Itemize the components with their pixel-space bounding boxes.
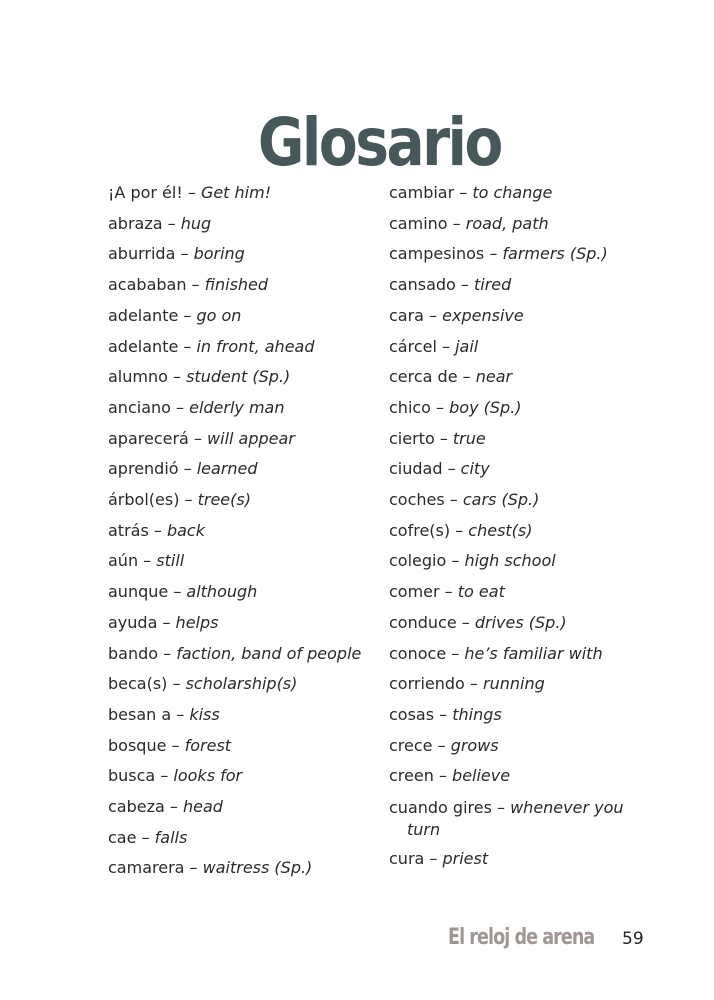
glossary-definition: falls [154, 827, 188, 847]
glossary-definition: true [452, 428, 486, 448]
glossary-definition: boy (Sp.) [449, 397, 522, 417]
glossary-term: abraza [108, 213, 163, 233]
glossary-definition: priest [442, 849, 489, 869]
glossary-separator: – [456, 612, 475, 632]
glossary-definition: boring [193, 244, 245, 264]
glossary-entry [108, 393, 378, 424]
glossary-separator: – [148, 520, 167, 540]
glossary-entry [108, 424, 378, 455]
glossary-separator: – [162, 213, 181, 233]
glossary-term: anciano [108, 397, 171, 417]
glossary-definition: still [156, 551, 185, 571]
glossary-term: bando [108, 643, 159, 663]
glossary-separator: – [447, 213, 466, 233]
glossary-term: aparecerá [108, 428, 189, 448]
glossary-separator: – [167, 367, 187, 387]
glossary-separator: – [178, 459, 197, 479]
glossary-separator: – [157, 612, 176, 632]
glossary-term: comer [389, 582, 440, 602]
glossary-entry [389, 424, 634, 455]
glossary-definition: although [186, 582, 258, 602]
glossary-term: cara [389, 305, 424, 325]
glossary-entry [108, 639, 378, 670]
glossary-separator: – [446, 551, 465, 571]
glossary-separator: – [136, 827, 155, 847]
glossary-term: camino [389, 213, 448, 233]
glossary-separator: – [454, 183, 473, 202]
glossary-entry [108, 516, 378, 547]
glossary-term: cura [389, 849, 425, 869]
glossary-separator: – [184, 858, 203, 878]
glossary-term: ciudad [389, 459, 443, 479]
glossary-definition: scholarship(s) [185, 674, 298, 694]
glossary-separator: – [430, 397, 450, 417]
glossary-definition: things [452, 704, 502, 724]
glossary-definition: faction, band of people [176, 643, 362, 663]
glossary-separator: – [175, 244, 194, 264]
glossary-term: cansado [389, 275, 456, 295]
glossary-term: atrás [108, 520, 149, 540]
glossary-separator: – [186, 275, 205, 295]
glossary-definition: go on [196, 305, 242, 325]
glossary-separator: – [179, 490, 198, 510]
glossary-term: corriendo [389, 674, 465, 694]
glossary-term: aún [108, 551, 139, 571]
glossary-definition: farmers (Sp.) [502, 244, 608, 264]
glossary-separator: – [423, 305, 443, 325]
glossary-entry [389, 239, 634, 270]
glossary-term: aunque [108, 582, 169, 602]
glossary-term: chico [389, 397, 431, 417]
glossary-definition: cars (Sp.) [462, 490, 540, 510]
glossary-definition: student (Sp.) [186, 367, 291, 387]
glossary-definition: will appear [207, 428, 295, 448]
glossary-definition: believe [452, 766, 511, 786]
glossary-definition: drives (Sp.) [474, 612, 567, 632]
glossary-term: cabeza [108, 797, 165, 817]
glossary-separator: – [178, 305, 197, 325]
glossary-separator: – [455, 275, 474, 295]
glossary-separator: – [164, 797, 183, 817]
glossary-definition: running [483, 674, 545, 694]
glossary-definition: helps [175, 612, 219, 632]
glossary-separator: – [188, 428, 208, 448]
glossary-separator: – [138, 551, 157, 571]
glossary-entry [389, 639, 634, 670]
glossary-term: conoce [389, 643, 447, 663]
glossary-separator: – [439, 582, 458, 602]
glossary-entry [389, 362, 634, 393]
glossary-entry [389, 209, 634, 240]
glossary-separator: – [433, 766, 453, 786]
glossary-column-right [389, 178, 634, 875]
glossary-definition: tired [474, 275, 512, 295]
glossary-entry [108, 823, 378, 854]
glossary-separator: – [491, 798, 511, 818]
glossary-entry [108, 301, 378, 332]
glossary-entry [108, 731, 378, 762]
glossary-column-left [108, 178, 378, 884]
glossary-definition: to eat [457, 582, 505, 602]
glossary-term: cierto [389, 428, 435, 448]
glossary-definition: elderly man [189, 397, 285, 417]
glossary-entry [389, 761, 634, 792]
glossary-separator: – [464, 674, 484, 694]
glossary-definition: road, path [465, 213, 549, 233]
glossary-entry [108, 608, 378, 639]
glossary-separator: – [484, 244, 503, 264]
glossary-separator: – [446, 643, 465, 663]
glossary-entry [389, 332, 634, 363]
glossary-term: adelante [108, 336, 179, 356]
glossary-entry [108, 761, 378, 792]
glossary-entry [108, 178, 378, 209]
glossary-separator: – [167, 674, 186, 694]
glossary-separator: – [434, 428, 453, 448]
glossary-term: alumno [108, 367, 168, 387]
glossary-entry [389, 454, 634, 485]
glossary-definition: in front, ahead [196, 336, 315, 356]
glossary-term: cosas [389, 704, 435, 724]
glossary-entry [389, 577, 634, 608]
glossary-definition: waitress (Sp.) [202, 858, 313, 878]
glossary-definition: to change [472, 183, 553, 202]
glossary-entry [389, 700, 634, 731]
glossary-definition: learned [196, 459, 258, 479]
glossary-definition: tree(s) [197, 490, 251, 510]
glossary-term: busca [108, 766, 156, 786]
glossary-separator: – [155, 766, 174, 786]
glossary-separator: – [434, 704, 453, 724]
glossary-entry [389, 516, 634, 547]
glossary-term: colegio [389, 551, 447, 571]
glossary-term: ¡A por él! [108, 183, 183, 202]
glossary-term: beca(s) [108, 674, 168, 694]
glossary-entry [108, 209, 378, 240]
glossary-entry [389, 844, 634, 875]
glossary-definition: finished [204, 275, 269, 295]
glossary-entry [389, 270, 634, 301]
glossary-term: cambiar [389, 183, 455, 202]
footer-book-title: El reloj de arena [448, 925, 595, 950]
glossary-entry [108, 792, 378, 823]
glossary-term: crece [389, 735, 433, 755]
glossary-separator: – [171, 704, 190, 724]
glossary-term: besan a [108, 704, 172, 724]
glossary-term: camarera [108, 858, 185, 878]
glossary-definition: he’s familiar with [464, 643, 603, 663]
glossary-separator: – [432, 735, 451, 755]
glossary-definition: back [166, 520, 205, 540]
glossary-entry [108, 454, 378, 485]
glossary-entry [108, 577, 378, 608]
glossary-separator: – [158, 643, 177, 663]
glossary-term: bosque [108, 735, 167, 755]
glossary-definition: expensive [442, 305, 524, 325]
glossary-term: cuando gires [389, 798, 492, 818]
glossary-definition: looks for [173, 766, 243, 786]
glossary-entry [389, 669, 634, 700]
glossary-term: campesinos [389, 244, 485, 264]
glossary-entry [108, 700, 378, 731]
glossary-separator: – [444, 490, 463, 510]
glossary-definition: whenever you turn [407, 798, 624, 840]
glossary-definition: near [475, 367, 513, 387]
glossary-term: creen [389, 766, 434, 786]
glossary-separator: – [166, 735, 185, 755]
glossary-separator: – [168, 582, 187, 602]
glossary-separator: – [178, 336, 197, 356]
glossary-separator: – [424, 849, 443, 869]
glossary-definition: hug [180, 213, 212, 233]
glossary-entry [389, 731, 634, 762]
page-title: Glosario [257, 104, 501, 182]
glossary-entry [108, 362, 378, 393]
glossary-separator: – [170, 397, 190, 417]
glossary-entry [389, 178, 634, 209]
glossary-definition: grows [450, 735, 499, 755]
glossary-entry [108, 853, 378, 884]
glossary-entry [389, 546, 634, 577]
glossary-term: árbol(es) [108, 490, 180, 510]
glossary-term: aburrida [108, 244, 176, 264]
glossary-separator: – [450, 520, 469, 540]
glossary-term: conduce [389, 612, 457, 632]
glossary-definition: high school [464, 551, 556, 571]
page-number: 59 [622, 929, 644, 949]
glossary-term: adelante [108, 305, 179, 325]
glossary-entry [389, 393, 634, 424]
glossary-definition: city [460, 459, 490, 479]
glossary-separator: – [457, 367, 476, 387]
glossary-definition: head [182, 797, 223, 817]
glossary-term: acababan [108, 275, 187, 295]
glossary-definition: kiss [189, 704, 220, 724]
glossary-term: cárcel [389, 336, 437, 356]
glossary-entry [108, 546, 378, 577]
glossary-term: cerca de [389, 367, 458, 387]
glossary-entry [389, 608, 634, 639]
glossary-definition: jail [455, 336, 479, 356]
glossary-entry [389, 301, 634, 332]
glossary-separator: – [436, 336, 456, 356]
glossary-entry [389, 485, 634, 516]
glossary-term: cae [108, 827, 137, 847]
glossary-term: ayuda [108, 612, 158, 632]
glossary-definition: forest [184, 735, 232, 755]
glossary-term: aprendió [108, 459, 179, 479]
glossary-entry [108, 239, 378, 270]
glossary-definition: Get him! [200, 183, 272, 202]
glossary-entry [108, 332, 378, 363]
glossary-separator: – [182, 183, 201, 202]
glossary-entry [108, 669, 378, 700]
glossary-definition: chest(s) [468, 520, 533, 540]
glossary-term: coches [389, 490, 445, 510]
glossary-entry [108, 270, 378, 301]
glossary-entry [389, 792, 634, 844]
glossary-term: cofre(s) [389, 520, 451, 540]
glossary-entry [108, 485, 378, 516]
glossary-separator: – [442, 459, 461, 479]
